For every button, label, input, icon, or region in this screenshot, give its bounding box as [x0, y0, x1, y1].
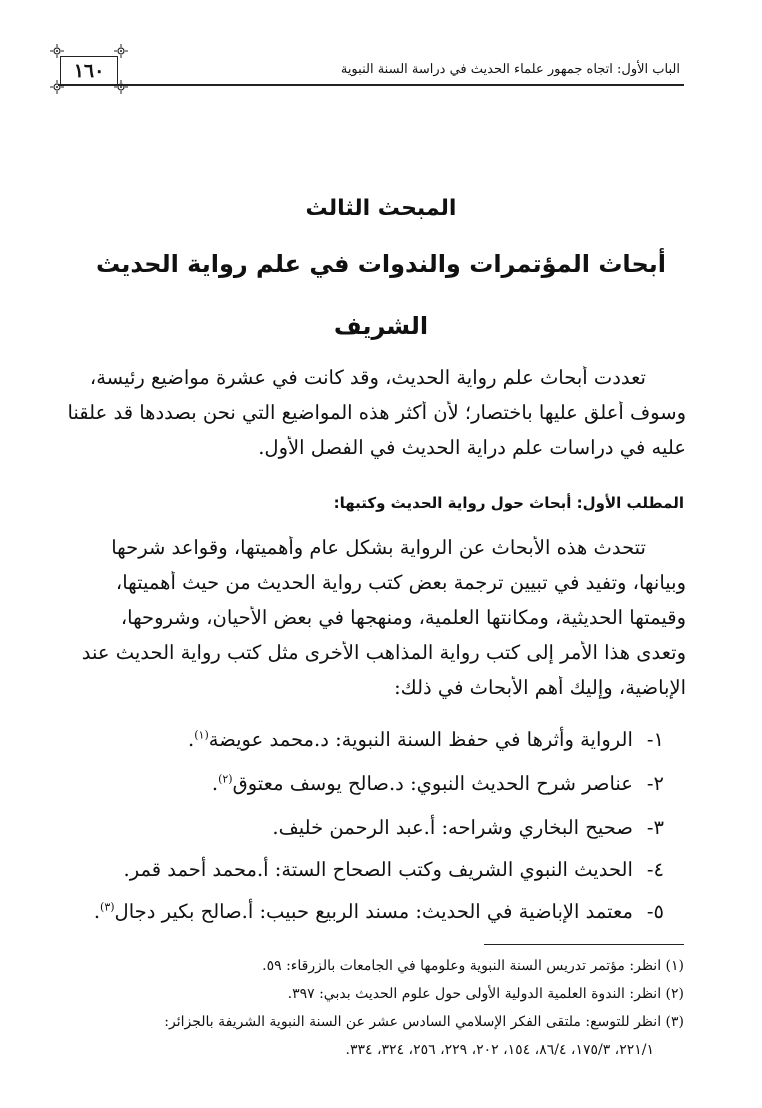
- list-item: [188, 728, 664, 751]
- list-item: [94, 900, 664, 923]
- list-item-end: .: [188, 728, 195, 751]
- list-item-number: ٥-: [646, 900, 664, 923]
- footnote-ref: (٢): [218, 772, 233, 786]
- header-rule: [58, 84, 684, 86]
- corner-ornament-icon: [50, 80, 64, 94]
- body-paragraph: [58, 536, 686, 711]
- list-item: [272, 816, 664, 839]
- page-number: ١٦٠: [73, 59, 105, 82]
- paragraph-line: وقيمتها الحديثية، ومكانتها العلمية، ومنهجها في بعض الأحيان، وشروحها،: [120, 606, 686, 629]
- chapter-title-line1: أبحاث المؤتمرات والندوات في علم رواية الحديث: [96, 250, 666, 278]
- list-item-text: معتمد الإباضية في الحديث: مسند الربيع حبيب: أ.صالح بكير دجال: [114, 900, 633, 923]
- page-number-box: [60, 56, 118, 84]
- list-item-number: ٤-: [646, 858, 664, 881]
- corner-ornament-icon: [50, 44, 64, 58]
- footnote-ref: (١): [194, 728, 209, 742]
- page-header: [58, 52, 684, 86]
- list-item: [124, 858, 665, 881]
- section-label: المبحث الثالث: [305, 196, 457, 221]
- footnote-ref: (٣): [100, 900, 115, 914]
- footnote: (٢) انظر: الندوة العلمية الدولية الأولى حول علوم الحديث بدبي: ٣٩٧.: [287, 986, 684, 1002]
- paragraph-line: تعددت أبحاث علم رواية الحديث، وقد كانت في عشرة مواضيع رئيسة،: [89, 366, 646, 389]
- list-item-text: الرواية وأثرها في حفظ السنة النبوية: د.محمد عويضة: [208, 728, 633, 751]
- footnote-rule: [484, 944, 684, 945]
- list-item-end: .: [93, 900, 101, 923]
- paragraph-line: عليه في دراسات علم دراية الحديث في الفصل الأول.: [258, 436, 686, 459]
- footnote: ٢٢١/١، ١٧٥/٣، ٨٦/٤، ١٥٤، ٢٠٢، ٢٢٩، ٢٥٦، ٣٢٤، ٣٣٤.: [345, 1042, 654, 1058]
- paragraph-line: وتعدى هذا الأمر إلى كتب رواية المذاهب الأخرى مثل كتب رواية الحديث عند: [81, 641, 686, 664]
- corner-ornament-icon: [114, 80, 128, 94]
- list-item-text: الحديث النبوي الشريف وكتب الصحاح الستة: أ.محمد أحمد قمر.: [123, 858, 633, 881]
- paragraph-line: الإباضية، وإليك أهم الأبحاث في ذلك:: [394, 676, 686, 699]
- running-title: الباب الأول: اتجاه جمهور علماء الحديث في دراسة السنة النبوية: [340, 62, 680, 77]
- list-item-text: صحيح البخاري وشراحه: أ.عبد الرحمن خليف.: [272, 816, 633, 839]
- subsection-heading: المطلب الأول: أبحاث حول رواية الحديث وكتبها:: [333, 494, 684, 512]
- list-item-number: ١-: [646, 728, 664, 751]
- list-item-number: ٣-: [646, 816, 664, 839]
- list-item-number: ٢-: [646, 772, 664, 795]
- footnote: (١) انظر: مؤتمر تدريس السنة النبوية وعلومها في الجامعات بالزرقاء: ٥٩.: [262, 958, 684, 974]
- paragraph-line: وسوف أعلق عليها باختصار؛ لأن أكثر هذه المواضيع التي نحن بصددها قد علقنا: [67, 401, 686, 424]
- paragraph-line: تتحدث هذه الأبحاث عن الرواية بشكل عام وأهميتها، وقواعد شرحها: [111, 536, 646, 559]
- corner-ornament-icon: [114, 44, 128, 58]
- chapter-title-line2: الشريف: [333, 312, 429, 340]
- intro-paragraph: [60, 366, 686, 471]
- footnote: (٣) انظر للتوسع: ملتقى الفكر الإسلامي السادس عشر عن السنة النبوية الشريفة بالجزائر:: [164, 1014, 684, 1030]
- list-item: [212, 772, 664, 795]
- list-item-end: .: [211, 772, 219, 795]
- paragraph-line: وبيانها، وتفيد في تبيين ترجمة بعض كتب رواية الحديث من حيث أهميتها،: [115, 571, 686, 594]
- list-item-text: عناصر شرح الحديث النبوي: د.صالح يوسف معتوق: [232, 772, 633, 795]
